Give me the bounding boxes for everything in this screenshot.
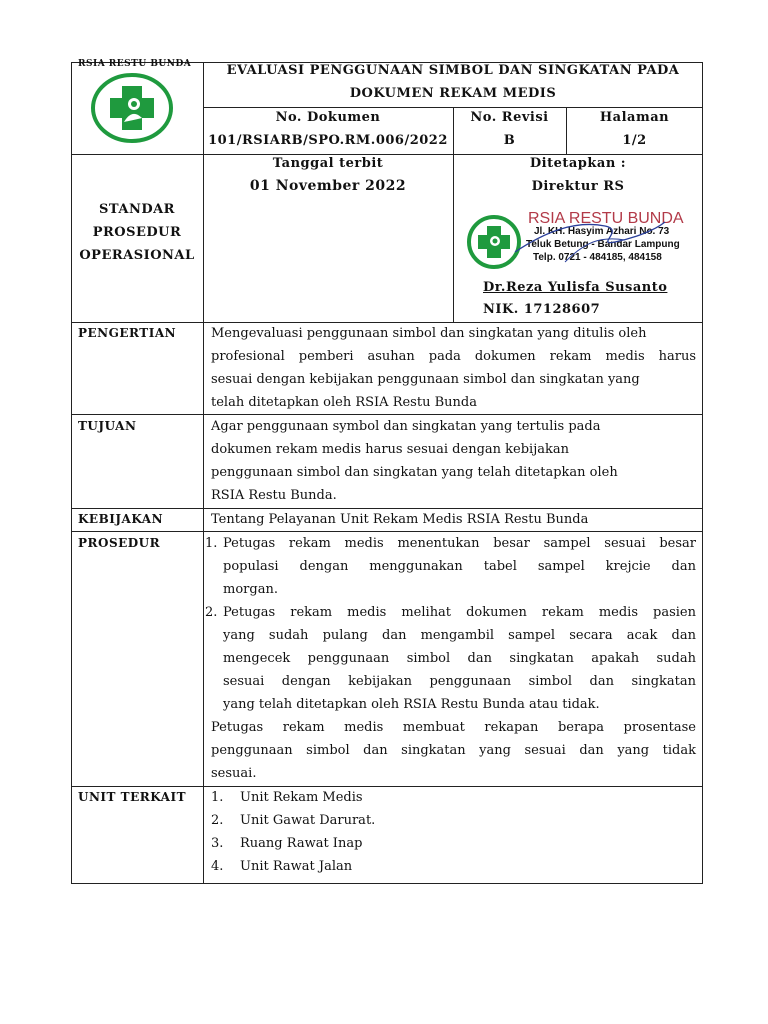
prosedur-number: 1. [205,536,218,551]
pengertian-line: Mengevaluasi penggunaan simbol dan singkatan yang ditulis oleh [211,326,647,341]
approved-label: Ditetapkan : [529,156,627,171]
pengertian-line: sesuai dengan kebijakan penggunaan simbol dan singkatan yang [211,372,640,387]
approved-by: Direktur RS [531,179,625,194]
unit-number: 2. [211,813,224,828]
kebijakan-text: Tentang Pelayanan Unit Rekam Medis RSIA Restu Bunda [211,512,589,527]
sop-label-line3: OPERASIONAL [79,248,195,263]
sop-label-line1: STANDAR [99,202,175,217]
doc-no-label: No. Dokumen [275,110,381,125]
unit-number: 4. [211,859,224,874]
prosedur-extra-line: sesuai. [211,766,257,781]
prosedur-label: PROSEDUR [78,536,161,550]
kebijakan-label: KEBIJAKAN [78,512,164,526]
signature-icon [505,212,675,272]
tujuan-line: dokumen rekam medis harus sesuai dengan kebijakan [211,442,569,457]
unit-name: Unit Gawat Darurat. [240,813,376,828]
hospital-logo-icon [90,72,174,144]
stamp-phone: Telp. 0721 - 484185, 484158 [533,252,662,263]
prosedur-line: yang sudah pulang dan mengambil sampel secara acak dan [223,628,696,643]
stamp-address-1: Jl. KH. Hasyim Azhari No. 73 [534,226,670,237]
tujuan-line: penggunaan simbol dan singkatan yang telah ditetapkan oleh [211,465,618,480]
unit-terkait-label: UNIT TERKAIT [78,790,186,804]
revision-label: No. Revisi [470,110,549,125]
sop-label-line2: PROSEDUR [92,225,182,240]
prosedur-line: Petugas rekam medis menentukan besar sampel sesuai besar [223,536,696,551]
prosedur-number: 2. [205,605,218,620]
unit-name: Unit Rawat Jalan [240,859,353,874]
pengertian-line: telah ditetapkan oleh RSIA Restu Bunda [211,395,477,410]
prosedur-line: populasi dengan menggunakan tabel sampel krejcie dan [223,559,696,574]
page-title-line1: EVALUASI PENGGUNAAN SIMBOL DAN SINGKATAN PADA [226,63,680,78]
prosedur-line: yang telah ditetapkan oleh RSIA Restu Bunda atau tidak. [223,697,600,712]
hospital-small-label: RSIA RESTU BUNDA [78,59,192,69]
doc-no-value: 101/RSIARB/SPO.RM.006/2022 [208,133,448,148]
prosedur-line: morgan. [223,582,278,597]
unit-number: 1. [211,790,224,805]
issued-date-value: 01 November 2022 [249,178,407,194]
prosedur-line: mengecek penggunaan simbol dan singkatan apakah sudah [223,651,696,666]
tujuan-line: RSIA Restu Bunda. [211,488,337,503]
prosedur-line: sesuai dengan kebijakan penggunaan simbol dan singkatan [223,674,696,689]
unit-number: 3. [211,836,224,851]
stamp-address-2: Teluk Betung - Bandar Lampung [526,239,680,250]
page-value: 1/2 [622,133,647,148]
unit-name: Unit Rekam Medis [240,790,363,805]
prosedur-extra-line: Petugas rekam medis membuat rekapan berapa prosentase [211,720,696,735]
tujuan-line: Agar penggunaan symbol dan singkatan yang tertulis pada [211,419,601,434]
issued-date-label: Tanggal terbit [272,156,384,171]
director-name: Dr.Reza Yulisfa Susanto [483,280,668,295]
page-label: Halaman [599,110,670,125]
prosedur-line: Petugas rekam medis melihat dokumen rekam medis pasien [223,605,696,620]
prosedur-extra-line: penggunaan simbol dan singkatan yang sesuai dan yang tidak [211,743,696,758]
director-nik: NIK. 17128607 [483,302,601,317]
pengertian-label: PENGERTIAN [78,326,177,340]
pengertian-line: profesional pemberi asuhan pada dokumen rekam medis harus [211,349,696,364]
page-title-line2: DOKUMEN REKAM MEDIS [349,86,557,101]
revision-value: B [503,133,516,148]
unit-name: Ruang Rawat Inap [240,836,363,851]
tujuan-label: TUJUAN [78,419,137,433]
stamp-name: RSIA RESTU BUNDA [528,210,684,227]
